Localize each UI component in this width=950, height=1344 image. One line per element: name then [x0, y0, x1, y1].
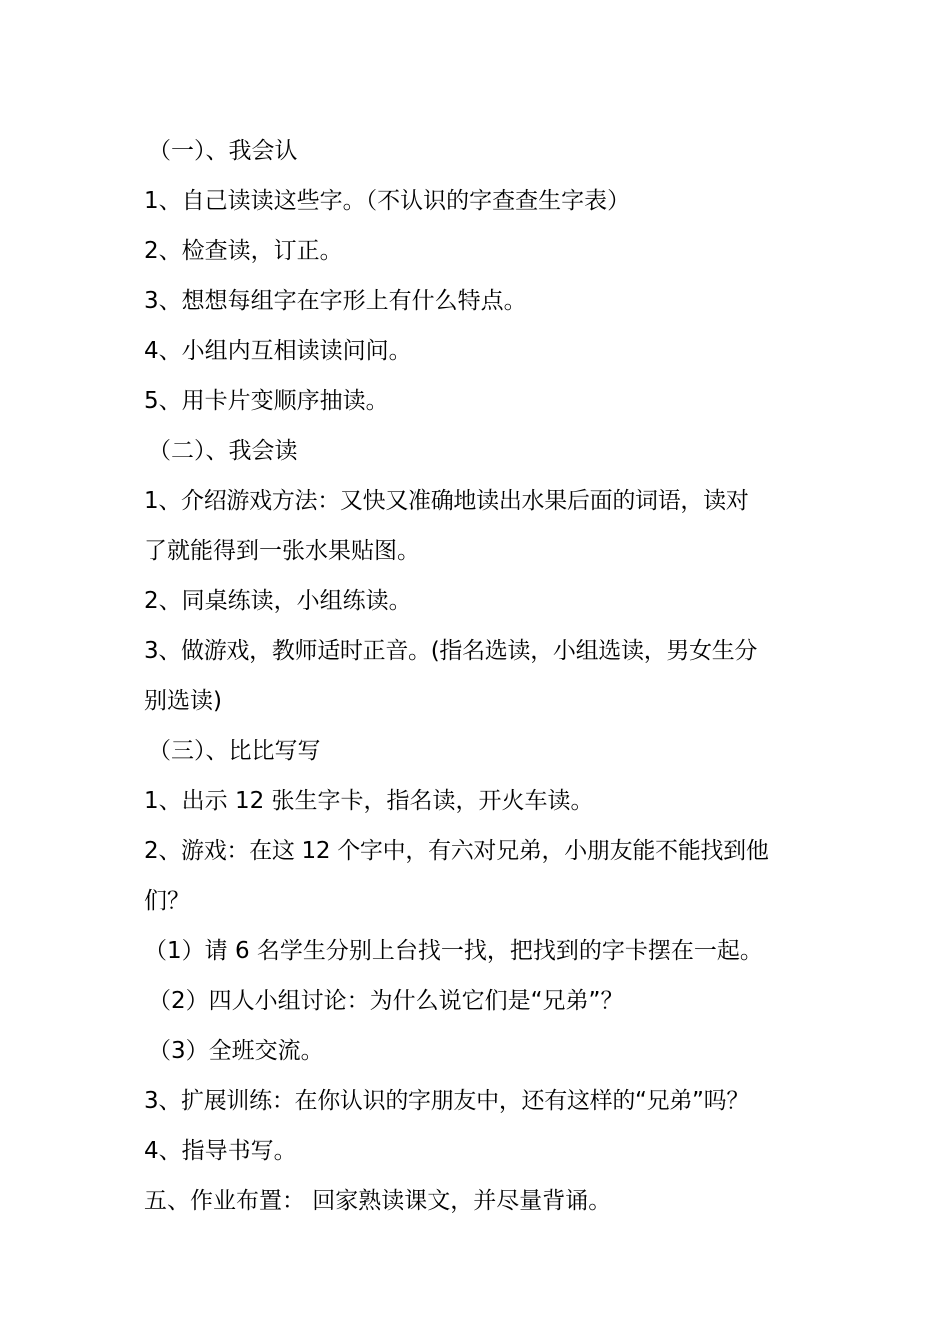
sub-step-line: （1）请 6 名学生分别上台找一找，把找到的字卡摆在一起。 [144, 938, 763, 964]
section-heading-recognize: （一）、我会认 [148, 138, 298, 164]
step-line: 5、用卡片变顺序抽读。 [144, 388, 389, 414]
sub-step-line: （2）四人小组讨论：为什么说它们是“兄弟”？ [148, 988, 624, 1014]
document-body [144, 126, 834, 1226]
step-line: 3、想想每组字在字形上有什么特点。 [144, 288, 527, 314]
step-line: 2、同桌练读，小组练读。 [144, 588, 412, 614]
sub-step-line: （3）全班交流。 [148, 1038, 324, 1064]
section-heading-write: （三）、比比写写 [148, 738, 321, 764]
section-heading-read: （二）、我会读 [148, 438, 298, 464]
step-line: 2、游戏：在这 12 个字中，有六对兄弟，小朋友能不能找到他 [144, 838, 769, 864]
step-line-continued: 们？ [144, 888, 190, 914]
step-line: 4、小组内互相读读问问。 [144, 338, 412, 364]
section-heading-homework: 五、作业布置： 回家熟读课文，并尽量背诵。 [144, 1188, 612, 1214]
step-line: 1、出示 12 张生字卡，指名读，开火车读。 [144, 788, 594, 814]
step-line: 1、自己读读这些字。（不认识的字查查生字表） [144, 188, 631, 214]
step-line: 4、指导书写。 [144, 1138, 297, 1164]
step-line: 3、做游戏，教师适时正音。(指名选读，小组选读，男女生分 [144, 638, 758, 664]
step-line: 3、扩展训练：在你认识的字朋友中，还有这样的“兄弟”吗？ [144, 1088, 750, 1114]
step-line-continued: 别选读) [144, 688, 222, 714]
step-line: 1、介绍游戏方法：又快又准确地读出水果后面的词语，读对 [144, 488, 749, 514]
step-line-continued: 了就能得到一张水果贴图。 [144, 538, 420, 564]
step-line: 2、检查读，订正。 [144, 238, 343, 264]
